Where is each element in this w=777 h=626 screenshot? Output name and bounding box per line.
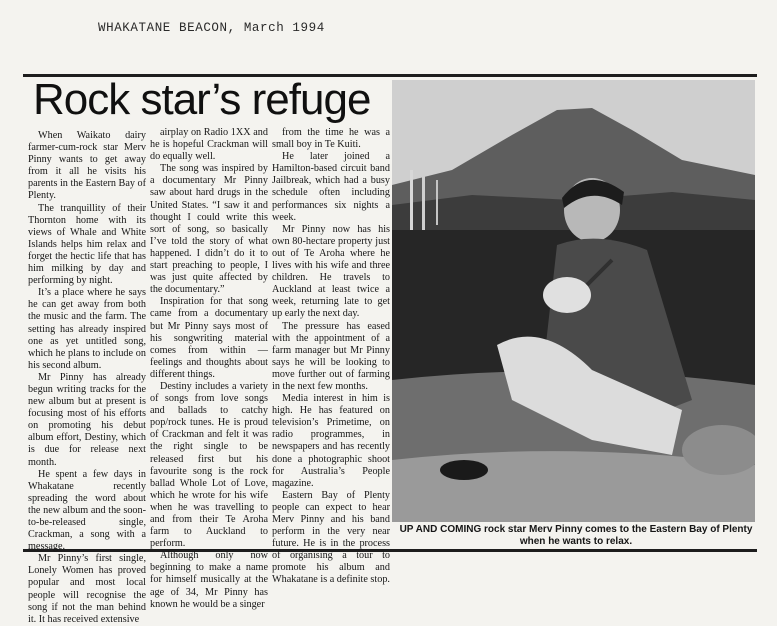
article-paragraph: He later joined a Hamilton-based circuit band Jailbreak, which had a busy schedule often including performances six nights a week. xyxy=(272,151,390,223)
photo-illustration xyxy=(392,80,755,522)
article-photo xyxy=(392,80,755,522)
photo-caption: UP AND COMING rock star Merv Pinny comes to the Eastern Bay of Plenty when he wants to relax. xyxy=(399,524,753,547)
article-paragraph: Eastern Bay of Plenty people can expect to hear Merv Pinny and his band perform in the very near future. He is in the process of organising a tour to promote his album and Whakatane is a definite stop. xyxy=(272,489,390,586)
article-paragraph: Inspiration for that song came from a documentary but Mr Pinny says most of his songwriting material comes from within — feelings and thoughts about different things. xyxy=(150,296,268,380)
article-paragraph: Although only now beginning to make a name for himself musically at the age of 34, Mr Pinny has known he would be a singer xyxy=(150,550,268,610)
article-column-3 xyxy=(272,127,390,587)
article-paragraph: The tranquillity of their Thornton home with its views of Whale and White Islands helps him relax and forget the hectic life that has him milking by day and performing by night. xyxy=(28,202,146,287)
article-paragraph: Mr Pinny has already begun writing tracks for the new album but at present is focusing most of his efforts on promoting his debut album effort, Destiny, which is due for release next month. xyxy=(28,371,146,468)
article-paragraph: He spent a few days in Whakatane recently spreading the word about the new album and the soon-to-be-released single, Crackman, a song with a message. xyxy=(28,468,146,553)
article-paragraph: from the time he was a small boy in Te Kuiti. xyxy=(272,127,390,151)
article-paragraph: Mr Pinny’s first single, Lonely Women has proved popular and most local people will recognise the song if not the man behind it. It has received extensive xyxy=(28,553,146,625)
article-paragraph: Destiny includes a variety of songs from love songs and ballads to catchy pop/rock tunes. He is proud of Crackman and felt it was the right single to be released first but his favourite song is the rock ballad Whole Lot of Love, which he wrote for his wife when he was travelling to and from their Te Aroha farm to Auckland to perform. xyxy=(150,380,268,550)
article-paragraph: Media interest in him is high. He has featured on television’s Primetime, on radio programmes, in newspapers and has recently done a photographic shoot for Australia’s People magazine. xyxy=(272,393,390,489)
newspaper-masthead: WHAKATANE BEACON, March 1994 xyxy=(98,21,325,35)
article-paragraph: When Waikato dairy farmer-cum-rock star Merv Pinny wants to get away from it all he visits his parents in the Eastern Bay of Plenty. xyxy=(28,130,146,202)
article-paragraph: airplay on Radio 1XX and he is hopeful Crackman will do equally well. xyxy=(150,127,268,163)
article-paragraph: It’s a place where he says he can get away from both the music and the farm. The setting has already inspired one as yet untitled song, which he plans to include on his second album. xyxy=(28,287,146,371)
article-paragraph: The song was inspired by a documentary Mr Pinny saw about hard drugs in the United States. “I saw it and thought I could write this sort of song, so basically I’ve told the story of what happened. I didn’t do it to start preaching to people, I was just quite affected by the documentary.” xyxy=(150,163,268,296)
article-paragraph: Mr Pinny now has his own 80-hectare property just out of Te Aroha where he lives with his wife and three children. He travels to Auckland at least twice a week, returning late to get up early the next day. xyxy=(272,223,390,320)
article-paragraph: The pressure has eased with the appointment of a farm manager but Mr Pinny says he will be looking to move further out of farming in the next few months. xyxy=(272,320,390,392)
article-column-2 xyxy=(150,127,268,611)
article-column-1 xyxy=(28,130,146,626)
headline: Rock star’s refuge xyxy=(33,75,371,124)
